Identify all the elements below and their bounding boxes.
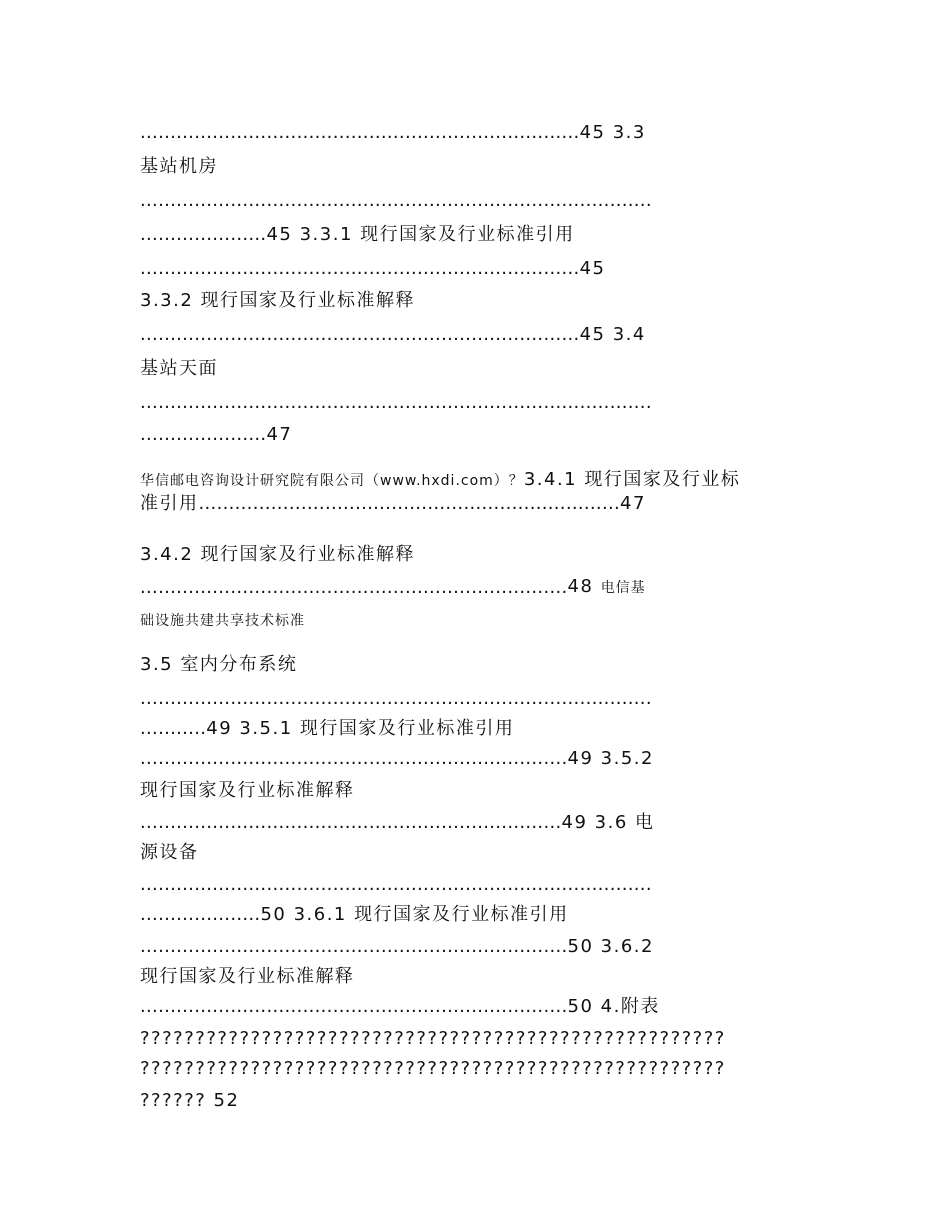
toc-small-text: 电信基 (600, 580, 646, 596)
toc-line (140, 995, 820, 1019)
toc-entry-text: ?????? 52 (140, 1090, 240, 1111)
toc-leader-dots: ....................................................................... (140, 748, 568, 769)
toc-line (140, 747, 820, 771)
toc-entry-text: 3.4.1 现行国家及行业标 (523, 469, 741, 490)
toc-line (140, 965, 820, 989)
toc-line (140, 717, 820, 741)
toc-entry-text: 50 4.附表 (567, 996, 660, 1017)
toc-entry-text: ????????????????????????????????????????????????????? (140, 1058, 726, 1079)
toc-line (140, 323, 820, 347)
toc-leader-dots: ..................... (140, 224, 267, 245)
toc-entry-text: 48 (567, 576, 594, 597)
toc-entry-text: 现行国家及行业标准解释 (140, 966, 355, 987)
toc-line (140, 223, 820, 247)
toc-line (140, 653, 820, 677)
toc-line (140, 357, 820, 381)
toc-leader-dots: ..................................................................................... (140, 874, 652, 895)
toc-entry-text: 3.5 室内分布系统 (140, 654, 298, 675)
toc-leader-dots: ..................................................................................... (140, 392, 652, 413)
toc-leader-dots: ..................................................................................... (140, 688, 652, 709)
toc-entry-text: 基站机房 (140, 156, 218, 177)
toc-line (140, 289, 820, 313)
toc-line (140, 841, 820, 865)
toc-entry-text: 50 3.6.2 (567, 936, 654, 957)
toc-leader-dots: ...................................................................... (198, 493, 621, 514)
toc-entry-text: 现行国家及行业标准解释 (140, 780, 355, 801)
toc-line (140, 468, 820, 493)
toc-line (140, 391, 820, 415)
toc-line (140, 608, 820, 633)
toc-leader-dots: ....................................................................... (140, 936, 568, 957)
toc-line (140, 687, 820, 711)
toc-line (140, 423, 820, 447)
toc-leader-dots: ......................................................................... (140, 122, 580, 143)
toc-entry-text: 50 3.6.1 现行国家及行业标准引用 (260, 904, 569, 925)
toc-entry-text: 基站天面 (140, 358, 218, 379)
toc-line (140, 1057, 820, 1081)
toc-entry-text: 49 3.5.2 (567, 748, 654, 769)
toc-line (140, 1027, 820, 1051)
toc-line (140, 873, 820, 897)
toc-leader-dots: ......................................................................... (140, 258, 580, 279)
toc-small-text: 础设施共建共享技术标准 (140, 613, 305, 629)
toc-line (140, 492, 820, 516)
toc-entry-text: 45 3.4 (579, 324, 646, 345)
toc-leader-dots: ..................................................................................... (140, 190, 652, 211)
toc-entry-text: 3.4.2 现行国家及行业标准解释 (140, 544, 416, 565)
toc-line (140, 575, 820, 600)
toc-line (140, 543, 820, 567)
toc-line (140, 1089, 820, 1113)
toc-page-number: 47 (620, 493, 646, 514)
toc-entry-text: 源设备 (140, 842, 199, 863)
toc-leader-dots: ....................................................................... (140, 577, 568, 598)
toc-leader-dots: ..................... (140, 424, 267, 445)
toc-entry-text: 准引用 (140, 493, 199, 514)
toc-line (140, 189, 820, 213)
toc-entry-text: 3.3.2 现行国家及行业标准解释 (140, 290, 416, 311)
toc-entry-text: 45 3.3 (579, 122, 646, 143)
toc-gap (593, 576, 600, 597)
toc-entry-text: 45 3.3.1 现行国家及行业标准引用 (266, 224, 575, 245)
toc-leader-dots: ......................................................................... (140, 324, 580, 345)
toc-line (140, 811, 820, 835)
toc-small-text: 华信邮电咨询设计研究院有限公司（www.hxdi.com）？ (140, 473, 524, 489)
toc-line (140, 903, 820, 927)
toc-entry-text: 49 3.6 电 (561, 812, 655, 833)
toc-line (140, 121, 820, 145)
toc-line (140, 935, 820, 959)
toc-leader-dots: ........... (140, 718, 207, 739)
toc-line (140, 155, 820, 179)
toc-entry-text: ????????????????????????????????????????????????????? (140, 1028, 726, 1049)
toc-entry-text: 49 3.5.1 现行国家及行业标准引用 (206, 718, 515, 739)
toc-entry-text: 47 (266, 424, 293, 445)
toc-entry-text: 45 (579, 258, 606, 279)
toc-line (140, 779, 820, 803)
toc-line (140, 257, 820, 281)
toc-leader-dots: .................... (140, 904, 261, 925)
toc-leader-dots: ...................................................................... (140, 812, 562, 833)
toc-leader-dots: ....................................................................... (140, 996, 568, 1017)
